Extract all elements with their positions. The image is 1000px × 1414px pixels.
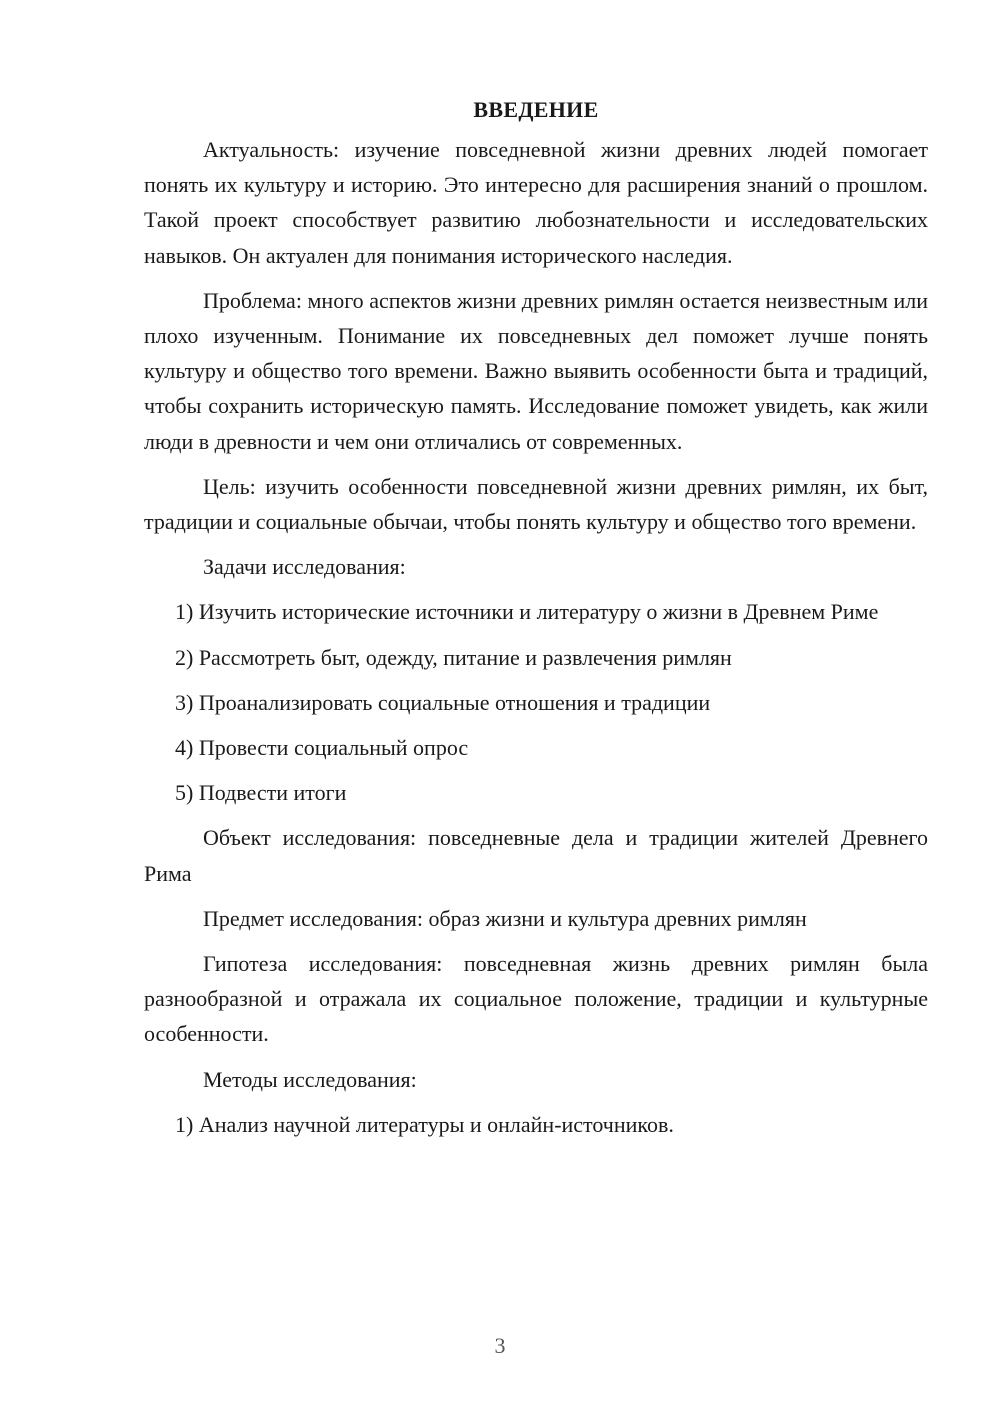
section-heading: ВВЕДЕНИЕ [473, 97, 599, 122]
paragraph-subject: Предмет исследования: образ жизни и культура древних римлян [203, 905, 807, 931]
paragraph-methods-title: Методы исследования: [203, 1066, 417, 1092]
paragraph-hypothesis: Гипотеза исследования: повседневная жизнь древних римлян была разнообразной и отражала их социальное положение, традиции и культурные особенности. [144, 951, 928, 1047]
task-item-4: 4) Провести социальный опрос [175, 735, 469, 761]
paragraph-relevance: Актуальность: изучение повседневной жизни древних людей помогает понять их культуру и историю. Это интересно для расширения знаний о прошлом. Такой проект способствует развитию любознательности и исследовательских навыков. Он актуален для понимания исторического наследия. [144, 137, 928, 268]
paragraph-object: Объект исследования: повседневные дела и традиции жителей Древнего Рима [144, 825, 928, 886]
paragraph-tasks-title: Задачи исследования: [203, 554, 406, 580]
document-page [144, 92, 928, 1152]
paragraph-problem: Проблема: много аспектов жизни древних римлян остается неизвестным или плохо изученным. Понимание их повседневных дел поможет лучше понять культуру и общество того времени. Важно выявить особенности быта и традиций, чтобы сохранить историческую память. Исследование поможет увидеть, как жили люди в древности и чем они отличались от современных. [144, 287, 928, 454]
task-item-1: 1) Изучить исторические источники и литературу о жизни в Древнем Риме [175, 599, 879, 625]
method-item-1: 1) Анализ научной литературы и онлайн-источников. [175, 1111, 674, 1137]
paragraph-goal: Цель: изучить особенности повседневной жизни древних римлян, их быт, традиции и социальные обычаи, чтобы понять культуру и общество того времени. [144, 473, 928, 535]
task-item-2: 2) Рассмотреть быт, одежду, питание и развлечения римлян [175, 644, 732, 670]
page-number: 3 [494, 1333, 506, 1358]
task-item-3: 3) Проанализировать социальные отношения и традиции [175, 689, 711, 715]
task-item-5: 5) Подвести итоги [175, 780, 347, 806]
